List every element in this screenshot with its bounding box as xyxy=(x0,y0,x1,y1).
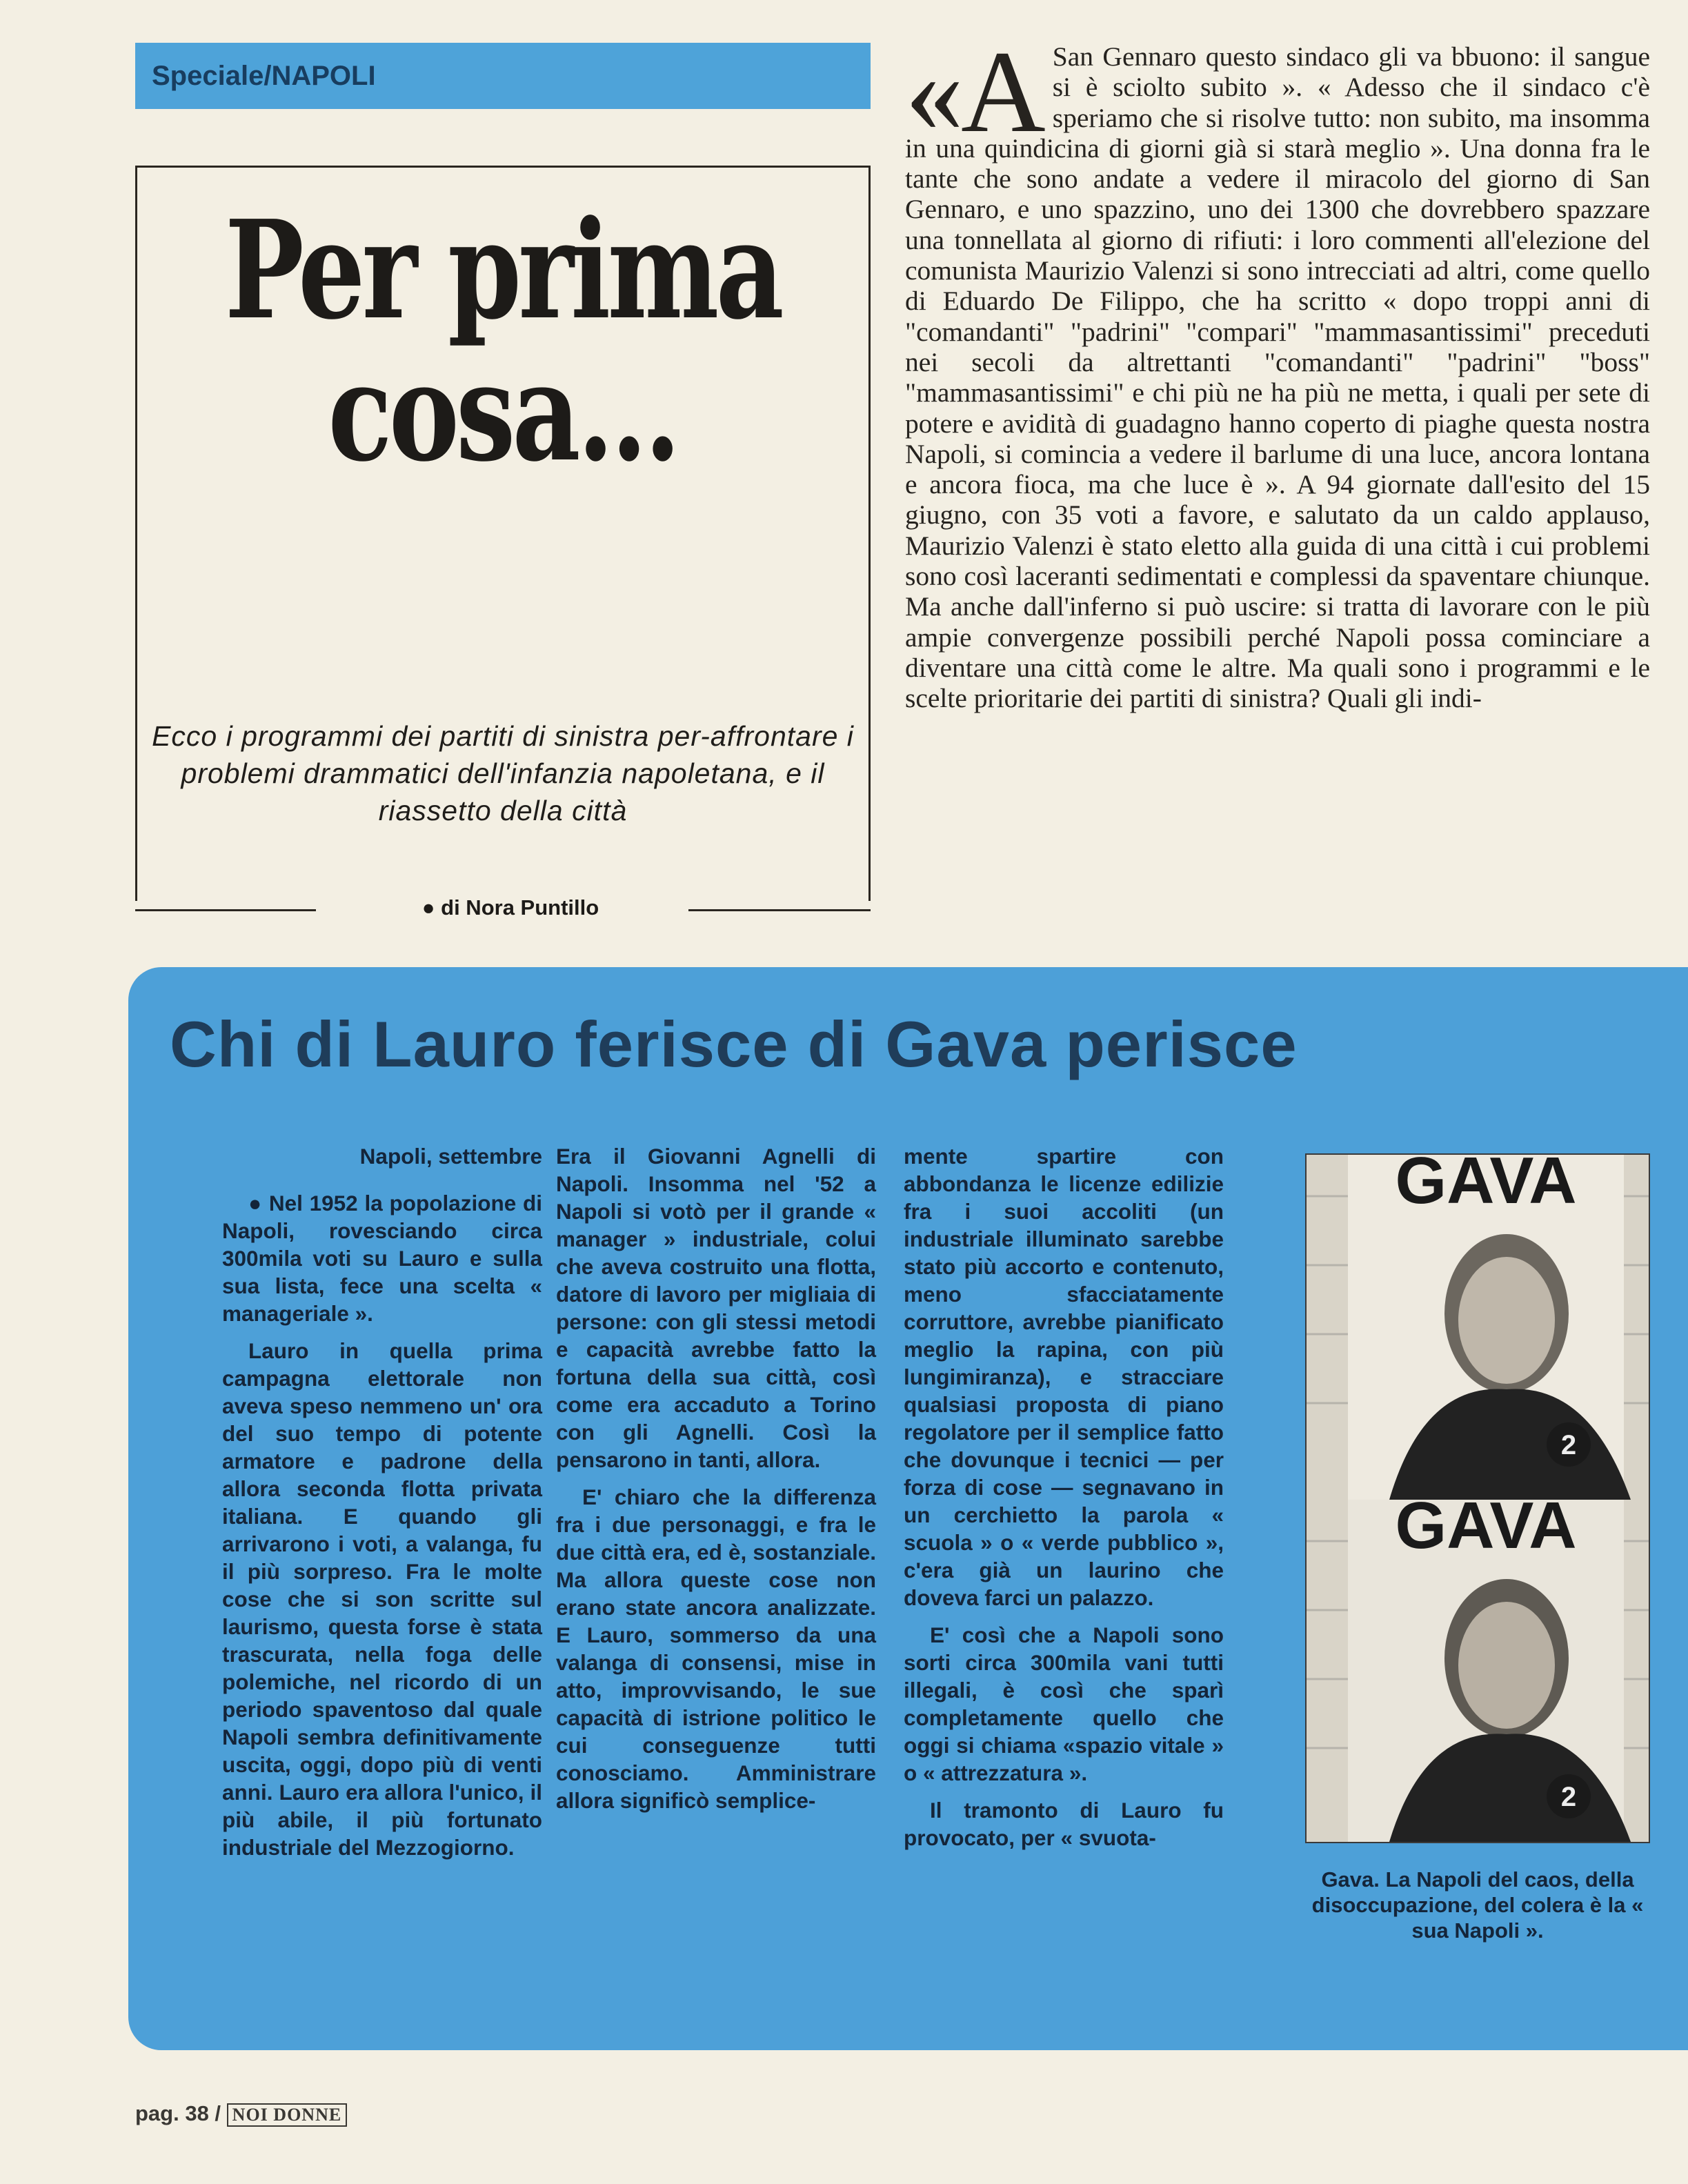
poster-text: GAVA xyxy=(1395,1155,1577,1218)
gava-poster-photo xyxy=(1305,1153,1650,1843)
page-footer xyxy=(135,2101,347,2127)
paragraph: Era il Giovanni Agnelli di Napoli. Insomma nel '52 a Napoli si votò per il grande « manager » industriale, colui che aveva costruito una flotta, datore di lavoro per migliaia di persone: con gli stessi metodi e capacità avrebbe fatto la fortuna della sua città, così come era accaduto a Torino con gli Agnelli. Così la pensarono in tanti, allora. xyxy=(556,1144,876,1472)
poster-illustration xyxy=(1307,1155,1649,1842)
paragraph: mente spartire con abbondanza le licenze edilizie fra i suoi accoliti (un industriale illuminato sarebbe stato più accorto e contenuto, meno sfacciatamente corruttore, avrebbe pianificato meglio la rapina, con più lungimiranza), e stracciare qualsiasi proposta di piano regolatore per il semplice fatto che dovunque i tecnici — per forza di cose — segnavano in un cerchietto la parola « scuola » o « verde pubblico », c'era già un laurino che doveva farci un palazzo. xyxy=(904,1144,1224,1610)
box-column-1 xyxy=(222,1142,542,1871)
headline xyxy=(216,191,789,492)
box-column-2 xyxy=(556,1142,876,1824)
subheading: Ecco i programmi dei partiti di sinistra per-affrontare i problemi drammatici dell'infanzia napoletana, e il riassetto della città xyxy=(152,720,854,826)
intro-text: San Gennaro questo sindaco gli va bbuono: il sangue si è sciolto subito ». « Adesso che il sindaco c'è speriamo che si risolve tutto: non subito, ma insomma in una quindicina di giorni già si starà meglio ». Una donna fra le tante che sono andate a vedere il miracolo del giorno di San Gennaro, e uno spazzino, uno dei 1300 che dovrebbero spazzare una tonnellata al giorno di rifiuti: i loro commenti all'elezione del comunista Maurizio Valenzi si sono intrecciati ad altri, come quello di Eduardo De Filippo, che ha scritto « dopo troppi anni di "comandanti" "padrini" "compari" "mammasantissimi" preceduti nei secoli da altrettanti "comandanti" "padrini" "boss" "mammasantissimi" e chi più ne ha più ne metta, i quali per sete di potere e avidità di guadagno hanno coperto di piaghe questa nostra Napoli, si comincia a vedere il barlume di una luce, ancora lontana e ancora fioca, ma che luce è ». A 94 giornate dall'esito del 15 giugno, con 35 voti a favore, e salutato da un caldo applauso, Maurizio Valenzi è stato eletto alla guida di una città i cui problemi sono così laceranti sedimentati e complessi da spaventare chiunque. Ma anche dall'inferno si può uscire: si tratta di lavorare con le più ampie convergenze possibili perché Napoli possa cominciare a diventare una città come le altre. Ma quali sono i programmi e le scelte prioritarie dei partiti di sinistra? Quali gli indi- xyxy=(905,41,1650,714)
badge-number: 2 xyxy=(1560,1782,1577,1812)
paragraph: E' chiaro che la differenza fra i due personaggi, e fra le due città era, ed è, sostanziale. Ma allora queste cose non erano state ancora analizzate. E Lauro, sommerso da una valanga di consensi, mise in atto, improvvisando, le sue capacità di istrione politico le cui conseguenze tutti conosciamo. Amministrare allora significò semplice- xyxy=(556,1485,876,1813)
box-column-3 xyxy=(904,1142,1224,1861)
section-header xyxy=(135,43,871,109)
badge-number: 2 xyxy=(1560,1430,1577,1460)
poster-text: GAVA xyxy=(1395,1489,1577,1562)
magazine-logo: NOI DONNE xyxy=(227,2103,348,2127)
bullet-icon: ● xyxy=(421,895,435,920)
paragraph: E' così che a Napoli sono sorti circa 300mila vani tutti illegali, è così che sparì completamente quello che oggi si chiama «spazio vitale » o « attrezzatura ». xyxy=(904,1622,1224,1785)
byline xyxy=(386,895,635,920)
dateline: Napoli, settembre xyxy=(359,1144,542,1169)
byline-rule-left xyxy=(135,909,316,911)
paragraph: Lauro in quella prima campagna elettorale non aveva speso nemmeno un' ora del suo tempo di potente armatore e padrone della allora seconda flotta privata italiana. E quando gli arrivarono i voti, a valanga, fu il più sorpreso. Fra le molte cose che si son scritte sul laurismo, questa forse è stata trascurata, nella foga delle polemiche, nel ricordo di un periodo spaventoso dal quale Napoli sembra definitivamente uscita, oggi, dopo più di venti anni. Lauro era allora l'unico, il più abile, il più fortunato industriale del Mezzogiorno. xyxy=(222,1338,542,1860)
intro-paragraph xyxy=(905,27,1650,714)
drop-cap: «A xyxy=(905,27,1043,157)
byline-author: di Nora Puntillo xyxy=(441,895,599,920)
photo-caption: Gava. La Napoli del caos, della disoccupazione, del colera è la « sua Napoli ». xyxy=(1311,1867,1644,1943)
paragraph: Il tramonto di Lauro fu provocato, per « svuota- xyxy=(904,1798,1224,1850)
box-title: Chi di Lauro ferisce di Gava perisce xyxy=(170,1008,1298,1080)
page-number: pag. 38 / xyxy=(135,2101,221,2125)
section-label: Speciale/NAPOLI xyxy=(152,60,376,91)
bullet-icon: ● xyxy=(248,1191,269,1215)
paragraph: ● Nel 1952 la popolazione di Napoli, rovesciando circa 300mila voti su Lauro e sulla sua lista, fece una scelta « manageriale ». xyxy=(222,1191,543,1326)
headline-line-1: Per prima xyxy=(224,191,782,350)
headline-line-2: cosa... xyxy=(328,332,678,492)
byline-rule-right xyxy=(688,909,871,911)
